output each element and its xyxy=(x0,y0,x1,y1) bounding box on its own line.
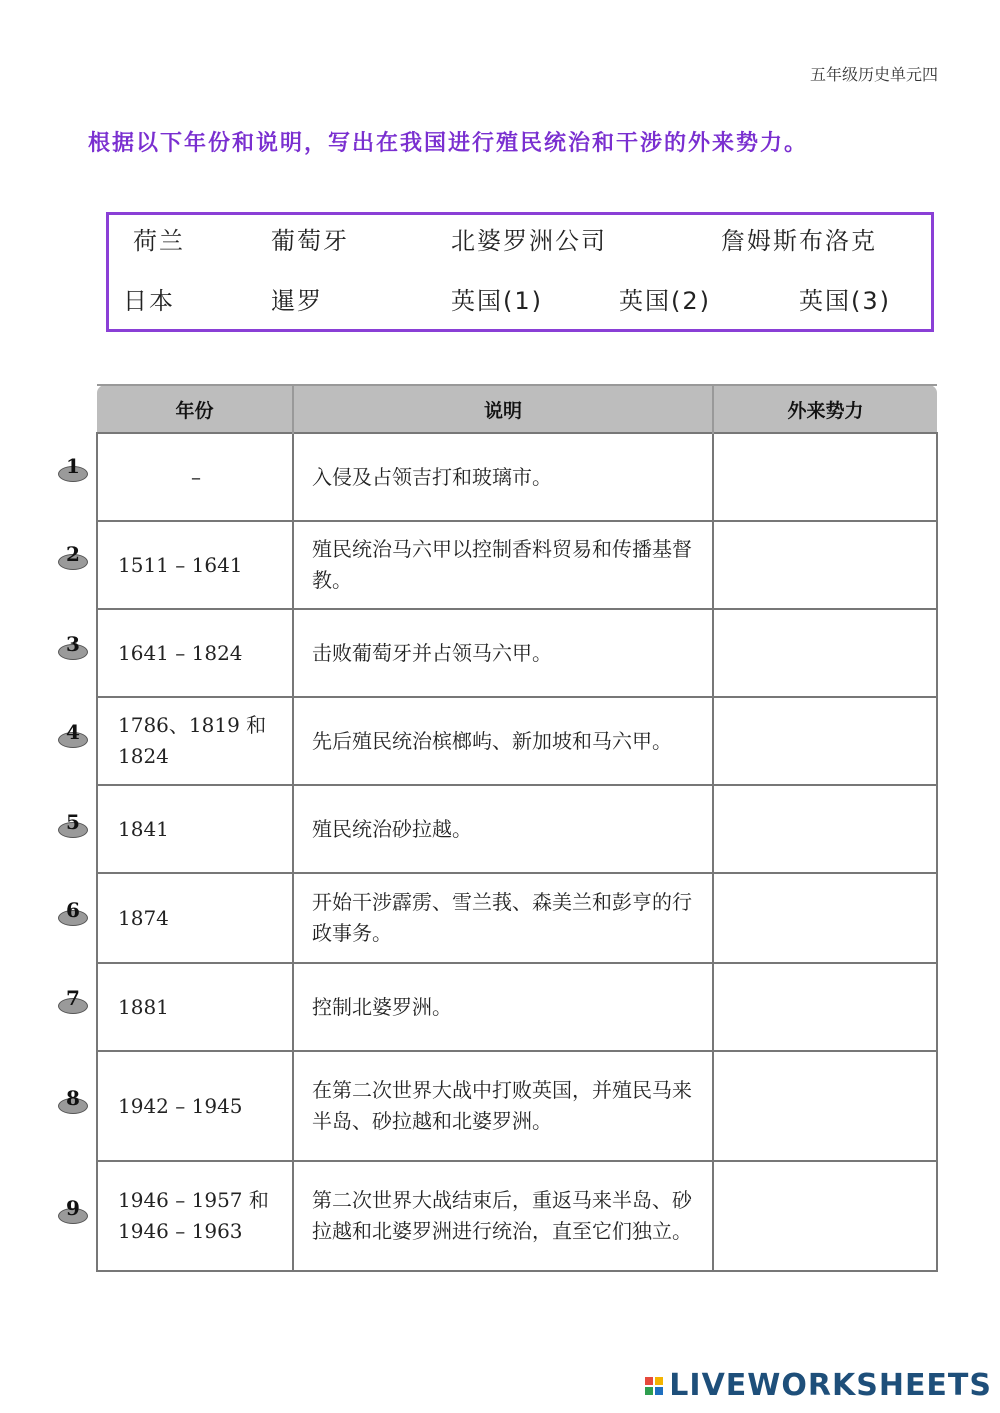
word-bank-box xyxy=(106,212,934,332)
answer-cell[interactable] xyxy=(713,1161,937,1271)
history-table xyxy=(96,384,936,1270)
row-number-badge: 6 xyxy=(58,902,88,928)
year-cell: 1942 – 1945 xyxy=(97,1051,293,1161)
description-cell: 殖民统治砂拉越。 xyxy=(293,785,713,873)
year-cell: 1511 – 1641 xyxy=(97,521,293,609)
answer-cell[interactable] xyxy=(713,609,937,697)
year-cell: 1786、1819 和 1824 xyxy=(97,697,293,785)
instruction-text: 根据以下年份和说明，写出在我国进行殖民统治和干涉的外来势力。 xyxy=(88,130,809,156)
row-number-badge: 9 xyxy=(58,1200,88,1226)
row-number-badge: 3 xyxy=(58,636,88,662)
table-row xyxy=(97,1051,937,1161)
answer-cell[interactable] xyxy=(713,873,937,963)
word-bank-item: 日本 xyxy=(123,287,175,315)
liveworksheets-logo xyxy=(645,1368,992,1403)
table-row xyxy=(97,697,937,785)
year-cell: 1641 – 1824 xyxy=(97,609,293,697)
row-number-badge: 1 xyxy=(58,458,88,484)
answer-cell[interactable] xyxy=(713,697,937,785)
liveworksheets-logo-text: LIVEWORKSHEETS xyxy=(669,1368,992,1403)
table-row xyxy=(97,609,937,697)
description-cell: 开始干涉霹雳、雪兰莪、森美兰和彭亨的行政事务。 xyxy=(293,873,713,963)
description-cell: 第二次世界大战结束后，重返马来半岛、砂拉越和北婆罗洲进行统治，直至它们独立。 xyxy=(293,1161,713,1271)
answer-cell[interactable] xyxy=(713,521,937,609)
year-cell: – xyxy=(97,433,293,521)
column-header-year: 年份 xyxy=(97,385,293,433)
row-number-badge: 8 xyxy=(58,1090,88,1116)
description-cell: 控制北婆罗洲。 xyxy=(293,963,713,1051)
liveworksheets-logo-icon xyxy=(645,1377,663,1395)
table-row xyxy=(97,963,937,1051)
description-cell: 入侵及占领吉打和玻璃市。 xyxy=(293,433,713,521)
word-bank-item: 英国(2) xyxy=(619,287,711,315)
table-row xyxy=(97,433,937,521)
page-header-label: 五年级历史单元四 xyxy=(809,65,938,84)
word-bank-item: 詹姆斯布洛克 xyxy=(721,227,877,255)
description-cell: 击败葡萄牙并占领马六甲。 xyxy=(293,609,713,697)
description-cell: 先后殖民统治槟榔屿、新加坡和马六甲。 xyxy=(293,697,713,785)
row-number-badge: 2 xyxy=(58,546,88,572)
column-header-foreign-power: 外来势力 xyxy=(713,385,937,433)
description-cell: 殖民统治马六甲以控制香料贸易和传播基督教。 xyxy=(293,521,713,609)
answer-cell[interactable] xyxy=(713,1051,937,1161)
word-bank-item: 荷兰 xyxy=(133,227,185,255)
row-number-badge: 5 xyxy=(58,814,88,840)
year-cell: 1841 xyxy=(97,785,293,873)
table-row xyxy=(97,873,937,963)
year-cell: 1874 xyxy=(97,873,293,963)
column-header-description: 说明 xyxy=(293,385,713,433)
year-cell: 1881 xyxy=(97,963,293,1051)
answer-cell[interactable] xyxy=(713,785,937,873)
table-row xyxy=(97,521,937,609)
answer-cell[interactable] xyxy=(713,963,937,1051)
table-header-row xyxy=(97,385,937,433)
word-bank-item: 英国(1) xyxy=(451,287,543,315)
word-bank-item: 英国(3) xyxy=(799,287,891,315)
word-bank-item: 暹罗 xyxy=(271,287,323,315)
row-number-badge: 4 xyxy=(58,724,88,750)
row-number-badge: 7 xyxy=(58,990,88,1016)
table-row xyxy=(97,1161,937,1271)
word-bank-item: 葡萄牙 xyxy=(271,227,349,255)
word-bank-item: 北婆罗洲公司 xyxy=(451,227,607,255)
table-row xyxy=(97,785,937,873)
year-cell: 1946 – 1957 和 1946 – 1963 xyxy=(97,1161,293,1271)
answer-cell[interactable] xyxy=(713,433,937,521)
description-cell: 在第二次世界大战中打败英国，并殖民马来半岛、砂拉越和北婆罗洲。 xyxy=(293,1051,713,1161)
